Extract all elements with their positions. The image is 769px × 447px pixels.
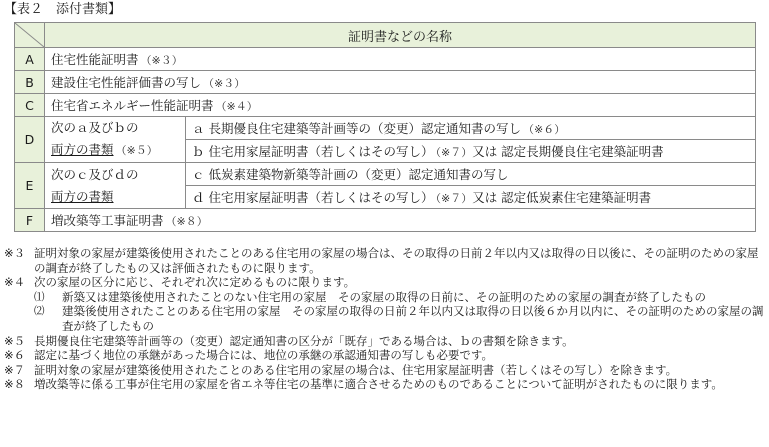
footnote-4-text: 次の家屋の区分に応じ、それぞれ次に定めるものに限ります。 [34,275,356,290]
row-f-note: （※８） [165,215,208,228]
row-d-b-pre: ｂ 住宅用家屋証明書（若しくはその写し） [192,144,434,159]
footnote-6-mark: ※６ [4,348,26,363]
row-key-e: E [15,163,45,209]
header-label: 証明書などの名称 [45,23,756,48]
row-key-c: C [15,94,45,117]
row-a-cell [45,48,756,71]
row-d-left-line2 [51,139,179,162]
footnote-7 [4,363,764,378]
row-key-a: A [15,48,45,71]
footnote-4 [4,275,764,290]
row-d-underlined: 両方の書類 [51,142,114,157]
footnote-4-sub-1 [4,290,764,305]
row-key-d: D [15,117,45,163]
row-e-c [186,163,756,186]
row-d-a-text: ａ 長期優良住宅建築等計画等の（変更）認定通知書の写し [192,121,521,136]
row-e-c-text: ｃ 低炭素建築物新築等計画の（変更）認定通知書の写し [192,167,509,182]
row-d-b-post: 又は 認定長期優良住宅建築証明書 [472,144,664,159]
footnote-7-text: 証明対象の家屋が建築後使用されたことのある住宅用の家屋の場合は、住宅用家屋証明書（若しくはその写し）を除きます。 [34,362,678,377]
table-row-f [15,209,756,232]
footnote-4-sub-2 [4,304,764,333]
footnote-4-sub-1-text: 新築又は建築後使用されたことのない住宅用の家屋 その家屋の取得の日前に、その証明のための家屋の調査が終了したもの [62,289,706,304]
table-title: 【表２ 添付書類】 [4,2,122,17]
footnotes [4,246,764,392]
row-d-left [45,117,186,163]
row-e-d-post: 又は 認定低炭素住宅建築証明書 [472,190,652,205]
row-d-left-line1: 次のａ及びｂの [51,120,139,135]
row-e-left [45,163,186,209]
attachment-table [14,22,756,232]
footnote-3-text: 証明対象の家屋が建築後使用されたことのある住宅用の家屋の場合は、その取得の日前２年以内又は取得の日以後に、その証明のための家屋の調査が終了したもの又は評価されたものに限ります。 [34,246,759,275]
table-row-d1 [15,117,756,140]
footnote-4-sub-1-mark: ⑴ [34,290,45,303]
header-corner-cell [15,23,45,48]
footnote-4-sub-2-mark: ⑵ [34,305,45,318]
row-e-underlined: 両方の書類 [51,188,114,204]
row-b-cell [45,71,756,94]
footnote-7-mark: ※７ [4,362,26,377]
row-key-f: F [15,209,45,232]
row-e-left-line2 [51,186,179,208]
row-f-text: 増改築等工事証明書 [51,213,164,228]
row-c-text: 住宅省エネルギー性能証明書 [51,98,214,113]
footnote-4-sub-2-text: 建築後使用されたことのある住宅用の家屋 その家屋の取得の日前２年以内又は取得の日以後６か月以内に、その証明のための家屋の調査が終了したもの [62,304,764,333]
footnote-8 [4,377,764,392]
footnote-5-text: 長期優良住宅建築等計画等の（変更）認定通知書の区分が「既存」である場合は、ｂの書類を除きます。 [34,333,574,348]
row-b-text: 建設住宅性能評価書の写し [51,75,202,90]
row-e-left-line1: 次のｃ及びｄの [51,166,139,182]
footnote-3-mark: ※３ [4,246,26,260]
footnote-5-mark: ※５ [4,333,26,348]
row-d-a-note: （※６） [522,123,566,136]
row-c-note: （※４） [215,100,258,113]
row-d-left-note: （※５） [115,144,158,157]
row-e-d-note: （※７） [435,192,473,205]
footnote-8-mark: ※８ [4,377,26,392]
row-f-cell [45,209,756,232]
row-a-note: （※３） [140,54,183,67]
row-e-d [186,186,756,209]
row-d-b-note: （※７） [435,146,473,159]
table-header-row [15,23,756,48]
footnote-6-text: 認定に基づく地位の承継があった場合には、地位の承継の承認通知書の写しも必要です。 [34,348,493,363]
table-row-c [15,94,756,117]
table-row-e1 [15,163,756,186]
row-b-note: （※３） [203,77,246,90]
row-d-a [186,117,756,140]
row-a-text: 住宅性能証明書 [51,52,139,67]
table-row-a [15,48,756,71]
table-row-b [15,71,756,94]
footnote-8-text: 増改築等に係る工事が住宅用の家屋を省エネ等住宅の基準に適合させるためのものであることについて証明がされたものに限ります。 [34,377,723,392]
row-e-d-pre: ｄ 住宅用家屋証明書（若しくはその写し） [192,190,434,205]
row-key-b: B [15,71,45,94]
footnote-3 [4,246,764,275]
footnote-5 [4,334,764,349]
footnote-4-mark: ※４ [4,275,26,290]
footnote-6 [4,348,764,363]
row-d-b [186,140,756,163]
row-c-cell [45,94,756,117]
